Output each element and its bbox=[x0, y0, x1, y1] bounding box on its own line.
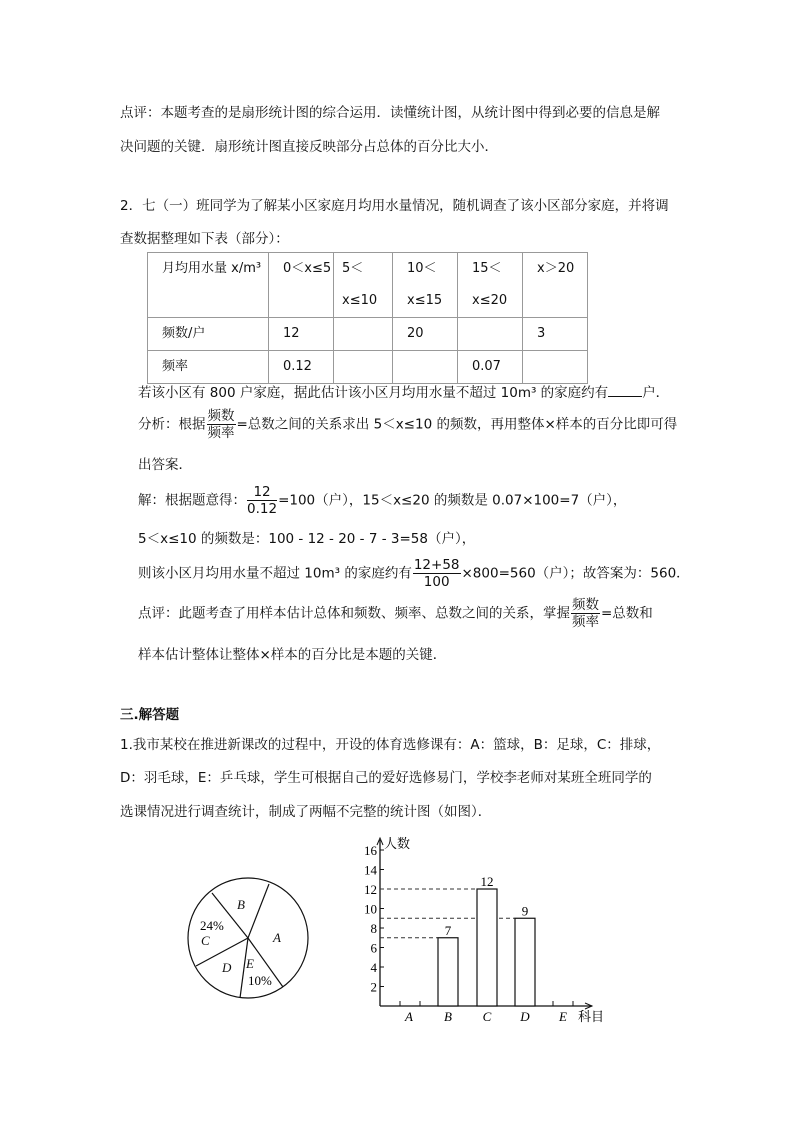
table-header-cell: 15＜ x≤20 bbox=[458, 253, 523, 318]
review-line-1: 点评：本题考查的是扇形统计图的综合运用．读懂统计图，从统计图中得到必要的信息是解 bbox=[120, 105, 660, 121]
analysis-line-1: 分析：根据 $\frac{\text{频数}}{\text{频率}}$ =总数之间的关系求出 5＜x≤10 的频数，再用整体×样本的百分比即可得 bbox=[138, 408, 678, 441]
q1-line-2: D：羽毛球，E：乒乓球，学生可根据自己的爱好选修易门，学校李老师对某班全班同学的 bbox=[120, 770, 652, 786]
x-tick-label: A bbox=[405, 1009, 413, 1024]
q2-line-1: 2．七（一）班同学为了解某小区家庭月均用水量情况，随机调查了该小区部分家庭，并将调 bbox=[120, 198, 669, 214]
fraction: $\frac{\text{频数}}{\text{频率}}$ bbox=[207, 408, 235, 441]
q2-question: 若该小区有 800 户家庭，据此估计该小区月均用水量不超过 10m³ 的家庭约有 户． bbox=[138, 385, 670, 401]
x-tick-label: B bbox=[444, 1009, 452, 1024]
x-tick-label: D bbox=[520, 1009, 530, 1024]
bar-d bbox=[515, 918, 535, 1006]
bar-c bbox=[477, 889, 497, 1006]
solution-line-2: 5＜x≤10 的频数是：100 - 12 - 20 - 7 - 3=58（户）， bbox=[138, 531, 476, 547]
pie-divider bbox=[248, 884, 269, 938]
bar-b bbox=[438, 938, 458, 1006]
table-header-cell: 10＜ x≤15 bbox=[393, 253, 458, 318]
y-tick-label: 4 bbox=[370, 960, 377, 975]
solution-line-1: 解：根据题意得： $\frac{12}{0.12}$ =100（户），15＜x≤20 的频数是 0.07×100=7（户）， bbox=[138, 484, 627, 517]
pie-label-d: D bbox=[222, 960, 232, 975]
x-axis-label: 科目 bbox=[578, 1010, 605, 1025]
y-tick-label: 2 bbox=[370, 979, 377, 995]
review2-line-2: 样本估计整体让整体×样本的百分比是本题的关键． bbox=[138, 647, 447, 663]
table-header-cell: 0＜x≤5 bbox=[269, 253, 334, 318]
table-cell: 0.12 bbox=[269, 351, 334, 384]
fraction: $\frac{12+58}{100}$ bbox=[413, 557, 460, 590]
pie-labels bbox=[201, 897, 281, 975]
x-tick-label: C bbox=[482, 1009, 492, 1024]
table-cell: 3 bbox=[523, 318, 588, 351]
pie-label-e: E bbox=[246, 956, 254, 971]
table-header-cell: x＞20 bbox=[523, 253, 588, 318]
q1-line-1: 1.我市某校在推进新课改的过程中，开设的体育选修课有：A：篮球，B：足球，C：排球， bbox=[120, 737, 661, 753]
y-axis-label: 人数 bbox=[384, 837, 411, 852]
table-cell: 频率 bbox=[148, 351, 269, 384]
bar-data-label: 7 bbox=[444, 922, 452, 938]
bar-data-label: 12 bbox=[480, 874, 494, 889]
y-tick-label: 8 bbox=[370, 921, 377, 936]
review2-line-1: 点评：此题考查了用样本估计总体和频数、频率、总数之间的关系，掌握 $\frac{\text{频数}}{\text{频率}}$ =总数和 bbox=[138, 597, 653, 630]
solution-line-3: 则该小区月均用水量不超过 10m³ 的家庭约有 $\frac{12+58}{100}$ ×800=560（户）；故答案为：560． bbox=[138, 557, 690, 590]
y-tick-label: 10 bbox=[364, 901, 377, 917]
y-tick-label: 12 bbox=[364, 882, 377, 897]
analysis-line-2: 出答案． bbox=[138, 457, 192, 473]
section-title: 三.解答题 bbox=[120, 707, 180, 723]
table-cell: 12 bbox=[269, 318, 334, 351]
pie-label-b: B bbox=[237, 897, 245, 912]
pie-label-a: A bbox=[273, 930, 281, 945]
q1-line-3: 选课情况进行调查统计，制成了两幅不完整的统计图（如图）． bbox=[120, 804, 492, 820]
pie-pct-c: 24% bbox=[200, 918, 224, 933]
q2-line-2: 查数据整理如下表（部分）： bbox=[120, 231, 289, 247]
bar-data-label: 9 bbox=[521, 903, 529, 919]
review-line-2: 决问题的关键．扇形统计图直接反映部分占总体的百分比大小． bbox=[120, 139, 498, 155]
x-tick-label: E bbox=[559, 1009, 567, 1024]
table-header-cell: 5＜x≤10 bbox=[334, 253, 393, 318]
y-tick-label: 14 bbox=[364, 862, 377, 878]
table-header-cell: 月均用水量 x/m³ bbox=[148, 253, 269, 318]
y-tick-label: 16 bbox=[364, 843, 377, 858]
pie-label-c: C bbox=[201, 933, 210, 948]
y-tick-label: 6 bbox=[370, 940, 377, 956]
table-cell: 20 bbox=[393, 318, 458, 351]
fraction: $\frac{12}{0.12}$ bbox=[247, 484, 278, 517]
fraction: $\frac{\text{频数}}{\text{频率}}$ bbox=[572, 597, 599, 630]
bar-chart bbox=[364, 836, 604, 1025]
table-cell: 频数/户 bbox=[148, 318, 269, 351]
table-cell: 0.07 bbox=[458, 351, 523, 384]
pie-pct-e: 10% bbox=[248, 973, 272, 988]
